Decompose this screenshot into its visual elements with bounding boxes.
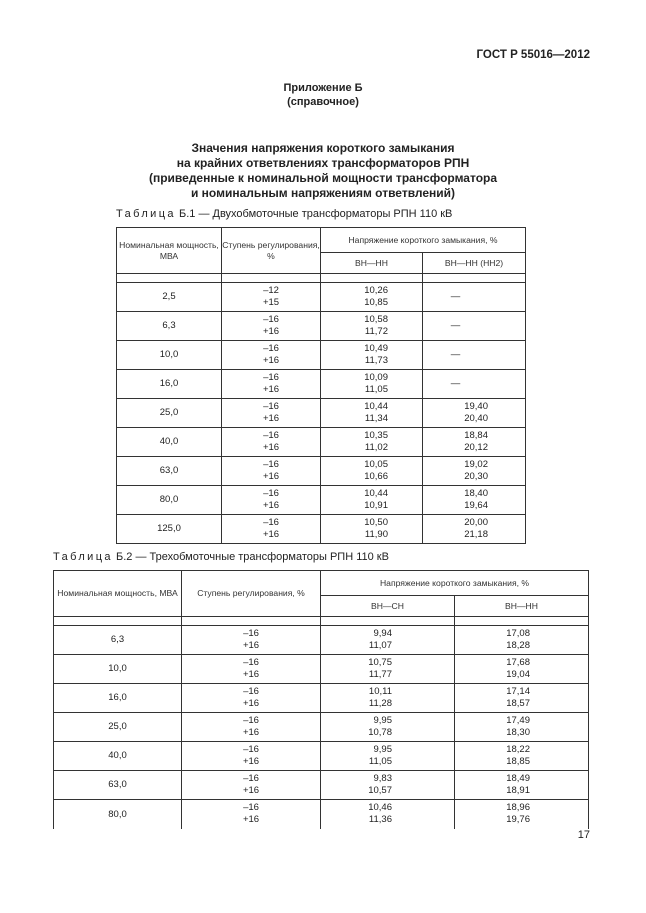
cell-value-minus: 17,08: [506, 628, 530, 639]
cell-value-plus: +16: [262, 412, 280, 424]
cell-value-minus: –12: [263, 285, 279, 296]
table2-caption-label: Таблица: [53, 551, 113, 563]
cell-value-plus: 11,28: [368, 697, 392, 709]
cell-value-plus: +16: [242, 813, 260, 825]
cell-value-minus: –16: [243, 628, 259, 639]
cell-value-plus: 10,57: [368, 784, 392, 796]
cell-value-minus: 18,49: [506, 773, 530, 784]
step-cell: [222, 341, 321, 370]
table2-caption-text: Б.2 — Трехобмоточные трансформаторы РПН 110 кВ: [116, 551, 389, 563]
step-cell: [222, 312, 321, 341]
heading-line: и номинальным напряжениям ответвлений): [190, 186, 456, 200]
step-cell: [182, 684, 321, 713]
step-cell: [222, 486, 321, 515]
cell-value-minus: –16: [243, 773, 259, 784]
cell-value-minus: 18,84: [464, 430, 488, 441]
cell-value-minus: 10,35: [364, 430, 388, 441]
cell-value-plus: 11,36: [368, 813, 392, 825]
cell-value-plus: 18,91: [506, 784, 530, 796]
cell-value-plus: 10,78: [368, 726, 392, 738]
voltage2-cell: [455, 655, 589, 684]
table2-header-power: Номинальная мощность, МВА: [54, 571, 182, 617]
power-cell: 16,0: [54, 684, 182, 713]
voltage2-cell: —: [423, 370, 526, 399]
cell-value-plus: +16: [262, 441, 280, 453]
table1-header-col1: ВН—НН: [321, 253, 423, 274]
cell-value-minus: –16: [263, 459, 279, 470]
voltage1-cell: [321, 742, 455, 771]
step-cell: [182, 626, 321, 655]
cell-value-plus: 20,12: [464, 441, 488, 453]
cell-value-minus: 18,40: [464, 488, 488, 499]
power-cell: 40,0: [117, 428, 222, 457]
voltage1-cell: [321, 283, 423, 312]
cell-value-plus: 18,85: [506, 755, 530, 767]
voltage2-cell: —: [423, 312, 526, 341]
cell-value-minus: 10,26: [364, 285, 388, 296]
cell-value-plus: 11,02: [364, 441, 388, 453]
table2-header-col1: ВН—СН: [321, 596, 455, 617]
cell-value-plus: 20,40: [464, 412, 488, 424]
cell-value-plus: 19,64: [464, 499, 488, 511]
cell-value-minus: –16: [263, 488, 279, 499]
table-row: [54, 655, 589, 684]
cell-value-minus: 10,11: [368, 686, 392, 697]
cell-value-plus: 11,05: [364, 383, 388, 395]
table-row: [54, 626, 589, 655]
power-cell: 16,0: [117, 370, 222, 399]
cell-value-minus: 10,46: [368, 802, 392, 813]
voltage2-cell: [423, 457, 526, 486]
cell-value-minus: 9,94: [373, 628, 392, 639]
cell-value-minus: 10,49: [364, 343, 388, 354]
table-row: [54, 800, 589, 830]
cell-value-minus: –16: [263, 517, 279, 528]
step-cell: [182, 713, 321, 742]
cell-value-plus: 20,30: [464, 470, 488, 482]
cell-value-minus: 20,00: [464, 517, 488, 528]
table-row: [117, 341, 526, 370]
step-cell: [222, 515, 321, 544]
table2-caption: [53, 551, 389, 563]
cell-value-minus: –16: [263, 314, 279, 325]
appendix-title-block: [0, 81, 646, 109]
cell-value-minus: 19,02: [464, 459, 488, 470]
voltage2-cell: [423, 515, 526, 544]
cell-value-minus: –16: [243, 686, 259, 697]
appendix-subtitle: (справочное): [287, 96, 359, 108]
cell-value-plus: 11,72: [364, 325, 388, 337]
cell-value-plus: 18,28: [506, 639, 530, 651]
table2-header-col2: ВН—НН: [455, 596, 589, 617]
cell-value-plus: +15: [262, 296, 280, 308]
cell-value-minus: 18,22: [506, 744, 530, 755]
cell-value-plus: +16: [262, 528, 280, 540]
cell-value-minus: 10,05: [364, 459, 388, 470]
power-cell: 10,0: [54, 655, 182, 684]
cell-value-plus: 11,07: [368, 639, 392, 651]
table1-header-step: Ступень регулирования, %: [222, 228, 321, 274]
table-row: [54, 684, 589, 713]
cell-value-minus: 17,68: [506, 657, 530, 668]
voltage2-cell: [423, 399, 526, 428]
cell-value-plus: 11,05: [368, 755, 392, 767]
table-row: [117, 283, 526, 312]
table1-header-col2: ВН—НН (НН2): [423, 253, 526, 274]
cell-value-plus: 19,76: [506, 813, 530, 825]
power-cell: 80,0: [117, 486, 222, 515]
cell-value-plus: +16: [242, 639, 260, 651]
step-cell: [222, 399, 321, 428]
table2-header-voltage: Напряжение короткого замыкания, %: [321, 571, 589, 596]
voltage1-cell: [321, 428, 423, 457]
heading-line: (приведенные к номинальной мощности трансформатора: [148, 171, 498, 185]
step-cell: [222, 370, 321, 399]
table-row: [117, 399, 526, 428]
cell-value-minus: 19,40: [464, 401, 488, 412]
cell-value-plus: 21,18: [464, 528, 488, 540]
cell-value-plus: 11,77: [368, 668, 392, 680]
table1-header-voltage: Напряжение короткого замыкания, %: [321, 228, 526, 253]
cell-value-plus: 10,85: [364, 296, 388, 308]
voltage1-cell: [321, 684, 455, 713]
page-number: 17: [577, 829, 590, 841]
power-cell: 10,0: [117, 341, 222, 370]
voltage1-cell: [321, 341, 423, 370]
cell-value-plus: +16: [262, 354, 280, 366]
cell-value-plus: 11,90: [364, 528, 388, 540]
table-row: [54, 742, 589, 771]
cell-value-minus: –16: [263, 401, 279, 412]
voltage1-cell: [321, 800, 455, 830]
table1-caption: [116, 208, 452, 220]
cell-value-minus: 10,75: [368, 657, 392, 668]
cell-value-plus: 18,57: [506, 697, 530, 709]
voltage2-cell: [423, 428, 526, 457]
voltage2-cell: [455, 684, 589, 713]
step-cell: [182, 771, 321, 800]
voltage1-cell: [321, 486, 423, 515]
voltage1-cell: [321, 626, 455, 655]
cell-value-plus: +16: [262, 383, 280, 395]
cell-value-plus: 11,73: [364, 354, 388, 366]
table1-caption-text: Б.1 — Двухобмоточные трансформаторы РПН 110 кВ: [179, 208, 453, 220]
voltage1-cell: [321, 655, 455, 684]
step-cell: [222, 283, 321, 312]
heading-line: на крайних ответвлениях трансформаторов РПН: [176, 156, 470, 170]
table2: [53, 570, 589, 829]
cell-value-plus: +16: [262, 325, 280, 337]
table2-header-step: Ступень регулирования, %: [182, 571, 321, 617]
voltage2-cell: [455, 771, 589, 800]
cell-value-plus: 10,91: [364, 499, 388, 511]
step-cell: [222, 428, 321, 457]
voltage2-cell: [455, 713, 589, 742]
heading-line: Значения напряжения короткого замыкания: [191, 141, 455, 155]
power-cell: 6,3: [117, 312, 222, 341]
voltage2-cell: [455, 742, 589, 771]
power-cell: 40,0: [54, 742, 182, 771]
voltage1-cell: [321, 457, 423, 486]
step-cell: [182, 800, 321, 830]
power-cell: 25,0: [117, 399, 222, 428]
cell-value-minus: –16: [243, 715, 259, 726]
voltage1-cell: [321, 370, 423, 399]
table-spacer-row: [54, 617, 589, 626]
cell-value-minus: 10,44: [364, 488, 388, 499]
voltage1-cell: [321, 515, 423, 544]
table-spacer-row: [117, 274, 526, 283]
standard-number: ГОСТ Р 55016—2012: [476, 49, 590, 61]
cell-value-plus: +16: [242, 784, 260, 796]
power-cell: 63,0: [117, 457, 222, 486]
cell-value-minus: 17,14: [506, 686, 530, 697]
table-row: [117, 515, 526, 544]
voltage1-cell: [321, 312, 423, 341]
table-row: [117, 428, 526, 457]
cell-value-minus: 9,95: [373, 715, 392, 726]
table-row: [54, 713, 589, 742]
power-cell: 80,0: [54, 800, 182, 830]
table1-header-power: Номинальная мощность, МВА: [117, 228, 222, 274]
cell-value-plus: +16: [262, 499, 280, 511]
table1-caption-label: Таблица: [116, 208, 176, 220]
power-cell: 6,3: [54, 626, 182, 655]
cell-value-minus: 18,96: [506, 802, 530, 813]
voltage2-cell: —: [423, 341, 526, 370]
power-cell: 25,0: [54, 713, 182, 742]
power-cell: 63,0: [54, 771, 182, 800]
voltage1-cell: [321, 771, 455, 800]
cell-value-plus: +16: [242, 755, 260, 767]
cell-value-plus: 11,34: [364, 412, 388, 424]
power-cell: 125,0: [117, 515, 222, 544]
table-row: [54, 771, 589, 800]
section-heading: [0, 141, 646, 201]
step-cell: [182, 742, 321, 771]
cell-value-minus: –16: [263, 372, 279, 383]
step-cell: [222, 457, 321, 486]
cell-value-plus: +16: [242, 697, 260, 709]
voltage2-cell: [455, 800, 589, 830]
cell-value-minus: 10,50: [364, 517, 388, 528]
cell-value-minus: 9,95: [373, 744, 392, 755]
table-row: [117, 312, 526, 341]
cell-value-minus: 10,09: [364, 372, 388, 383]
cell-value-plus: +16: [242, 668, 260, 680]
voltage2-cell: [455, 626, 589, 655]
cell-value-plus: 10,66: [364, 470, 388, 482]
cell-value-minus: –16: [243, 744, 259, 755]
voltage1-cell: [321, 399, 423, 428]
table1: [116, 227, 526, 544]
cell-value-minus: 17,49: [506, 715, 530, 726]
cell-value-plus: +16: [242, 726, 260, 738]
cell-value-plus: 18,30: [506, 726, 530, 738]
table-row: [117, 370, 526, 399]
cell-value-minus: –16: [243, 802, 259, 813]
table-row: [117, 457, 526, 486]
voltage1-cell: [321, 713, 455, 742]
voltage2-cell: [423, 486, 526, 515]
cell-value-minus: 9,83: [373, 773, 392, 784]
table-row: [117, 486, 526, 515]
cell-value-minus: –16: [263, 430, 279, 441]
cell-value-plus: +16: [262, 470, 280, 482]
cell-value-minus: 10,44: [364, 401, 388, 412]
voltage2-cell: —: [423, 283, 526, 312]
step-cell: [182, 655, 321, 684]
cell-value-minus: –16: [263, 343, 279, 354]
power-cell: 2,5: [117, 283, 222, 312]
cell-value-minus: –16: [243, 657, 259, 668]
appendix-title: Приложение Б: [283, 82, 363, 94]
cell-value-minus: 10,58: [364, 314, 388, 325]
cell-value-plus: 19,04: [506, 668, 530, 680]
